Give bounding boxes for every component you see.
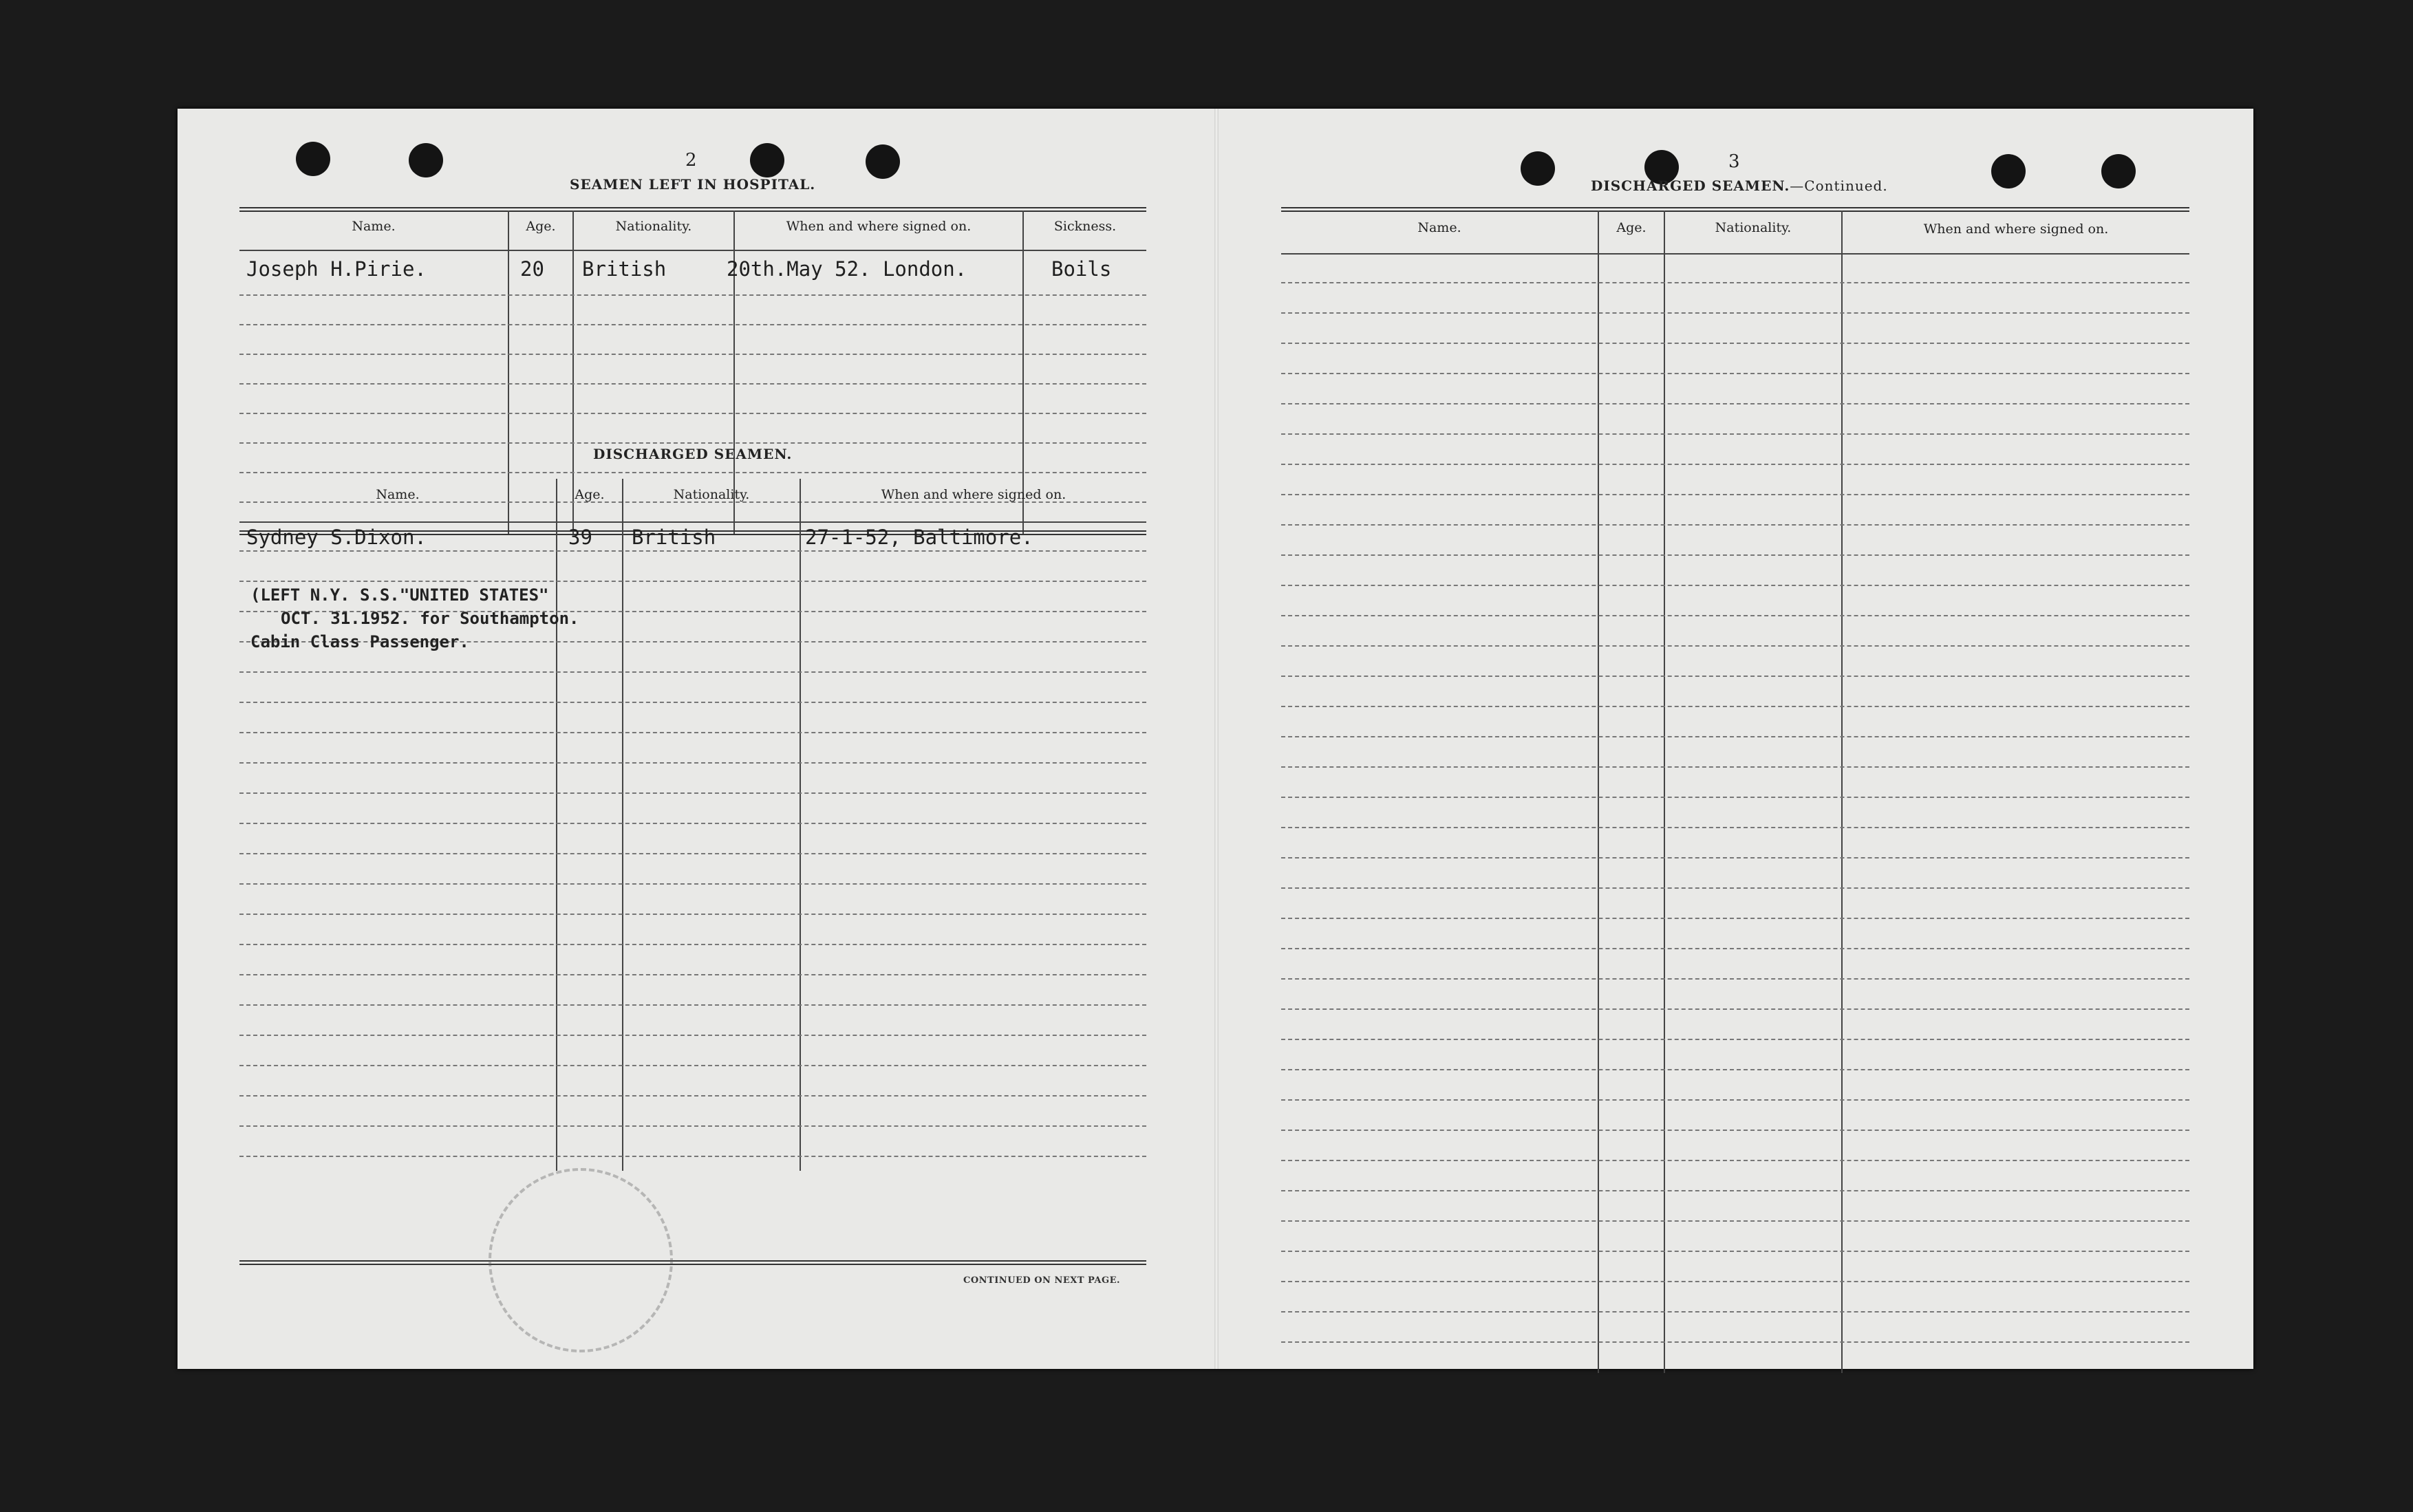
col-header-nationality: Nationality.	[673, 487, 750, 502]
col-header-signed-on: When and where signed on.	[786, 219, 972, 234]
column-divider	[556, 479, 557, 1171]
col-header-sickness: Sickness.	[1053, 219, 1117, 234]
col-header-signed-on: When and where signed on.	[1923, 222, 2109, 237]
column-divider	[508, 210, 509, 534]
page-fold	[1214, 109, 1219, 1369]
faded-stamp	[489, 1168, 673, 1352]
rule	[239, 521, 1146, 523]
rule	[1281, 207, 2189, 212]
seaman-nationality: British	[582, 257, 667, 281]
col-header-name: Name.	[376, 487, 420, 502]
column-divider	[622, 479, 623, 1171]
seaman-signed-on: 20th.May 52. London.	[727, 257, 967, 281]
note-line: OCT. 31.1952. for Southampton.	[281, 609, 579, 628]
title-continued: —Continued.	[1790, 177, 1888, 194]
col-header-age: Age.	[575, 487, 605, 502]
document-scan	[178, 109, 2253, 1369]
column-divider	[1598, 210, 1599, 1373]
punch-hole	[1991, 154, 2026, 188]
column-divider	[1022, 210, 1024, 534]
seaman-name: Joseph H.Pirie.	[246, 257, 427, 281]
col-header-name: Name.	[1417, 220, 1461, 235]
note-line: Cabin Class Passenger.	[250, 632, 469, 651]
col-header-nationality: Nationality.	[615, 219, 692, 234]
col-header-nationality: Nationality.	[1715, 220, 1792, 235]
seaman-nationality: British	[632, 526, 716, 549]
punch-hole	[750, 143, 784, 177]
col-header-age: Age.	[1616, 220, 1647, 235]
discharged-section-title: DISCHARGED SEAMEN.	[593, 446, 793, 462]
continued-footer: CONTINUED ON NEXT PAGE.	[963, 1275, 1120, 1286]
column-divider	[800, 479, 801, 1171]
hospital-section-title: SEAMEN LEFT IN HOSPITAL.	[570, 176, 816, 193]
page-number: 3	[1728, 151, 1740, 172]
punch-hole	[409, 143, 443, 177]
seaman-age: 20	[520, 257, 544, 281]
rule	[239, 1260, 1146, 1265]
note-line: (LEFT N.Y. S.S."UNITED STATES"	[250, 585, 549, 605]
punch-hole	[2101, 154, 2136, 188]
discharged-continued-title	[1591, 177, 1888, 194]
punch-hole	[296, 142, 330, 176]
rule	[239, 250, 1146, 251]
column-divider	[572, 210, 574, 534]
seaman-age: 39	[568, 526, 592, 549]
punch-hole	[1521, 151, 1555, 186]
column-divider	[1841, 210, 1843, 1373]
col-header-signed-on: When and where signed on.	[881, 487, 1066, 502]
punch-hole	[866, 144, 900, 179]
seaman-sickness: Boils	[1051, 257, 1112, 281]
title-main: DISCHARGED SEAMEN.	[1591, 177, 1790, 194]
page-number: 2	[685, 150, 697, 171]
seaman-signed-on: 27-1-52, Baltimore.	[805, 526, 1033, 549]
col-header-name: Name.	[352, 219, 396, 234]
rule	[1281, 253, 2189, 255]
seaman-name: Sydney S.Dixon.	[246, 526, 427, 549]
col-header-age: Age.	[526, 219, 556, 234]
rule	[239, 207, 1146, 212]
column-divider	[1664, 210, 1665, 1373]
